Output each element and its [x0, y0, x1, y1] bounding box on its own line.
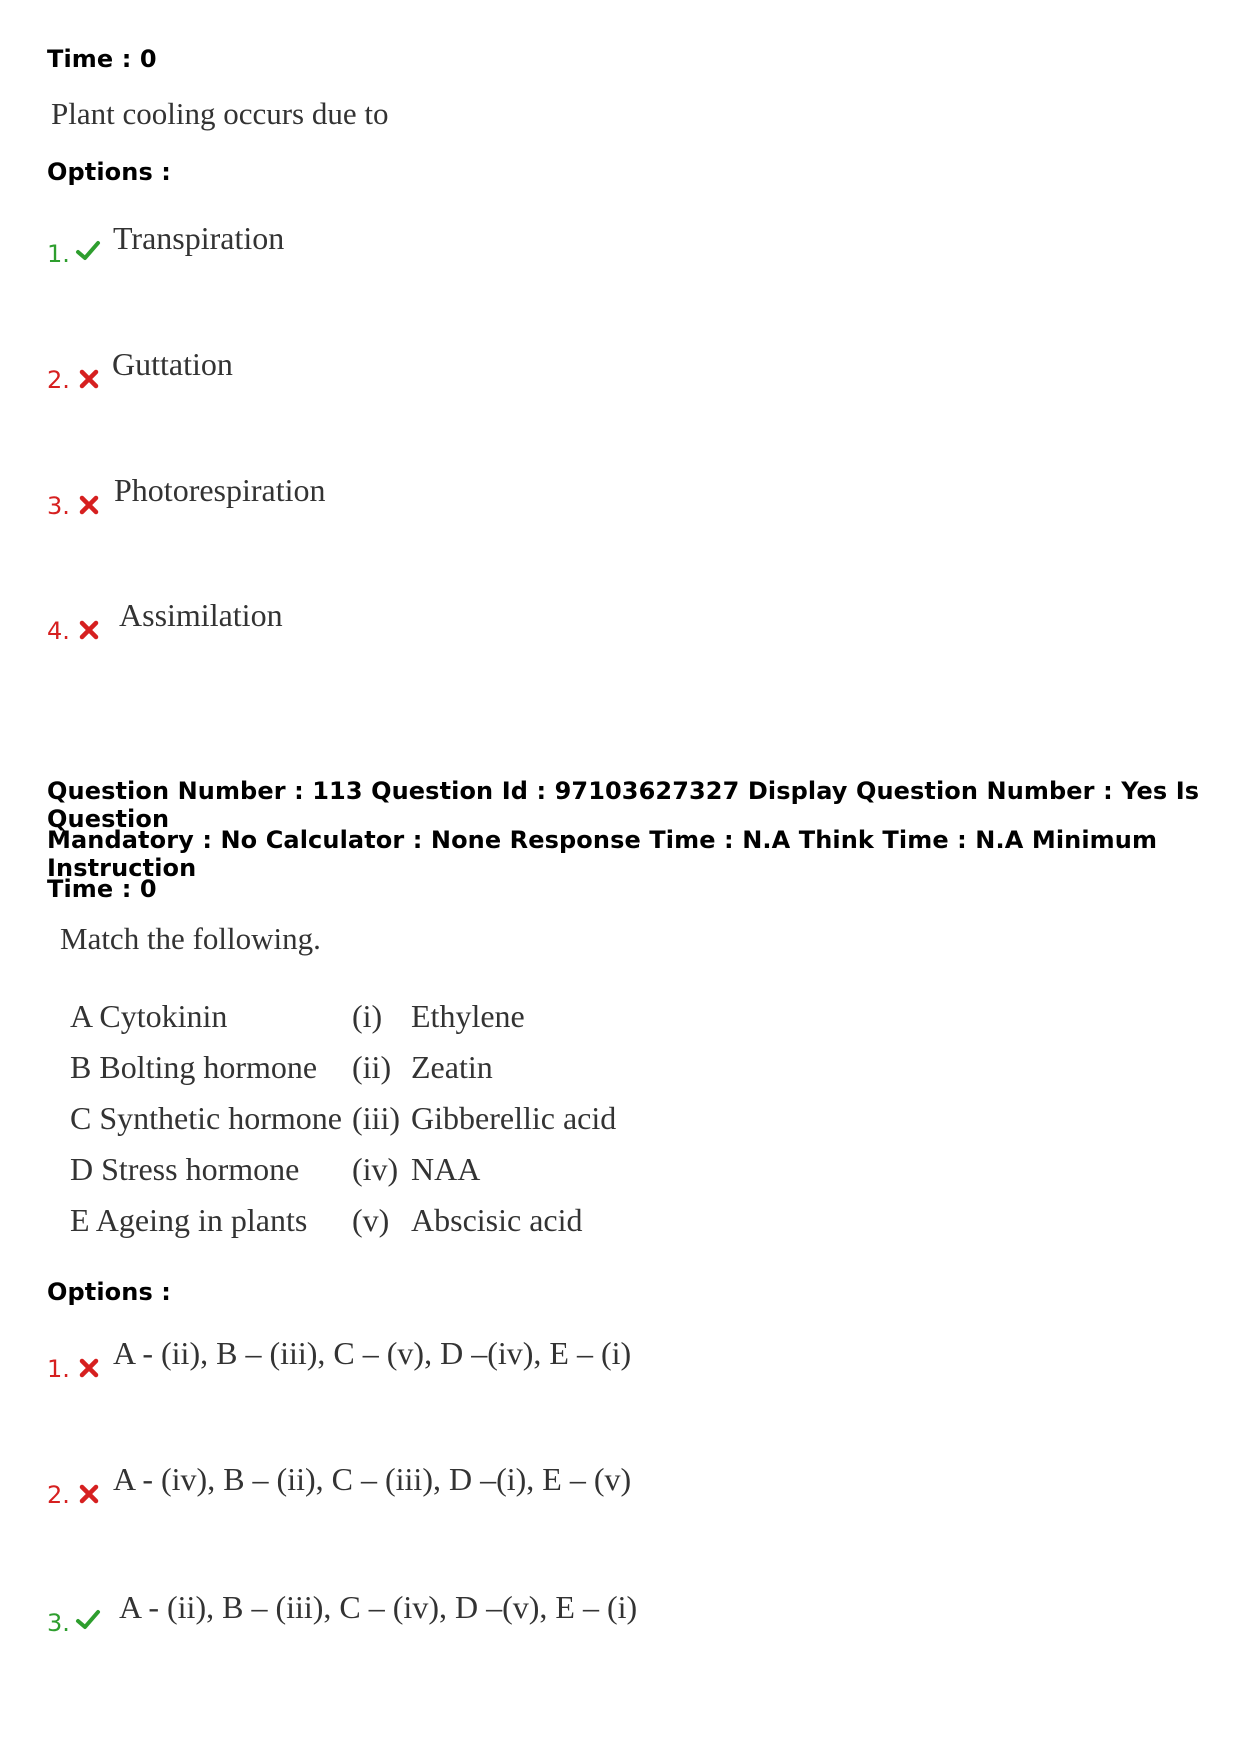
q112-time: Time : 0 [47, 45, 157, 73]
match-roman: (iv) [352, 1151, 399, 1187]
option-text: A - (iv), B – (ii), C – (iii), D –(i), E – (v) [113, 1461, 632, 1497]
q113-question-text: Match the following. [60, 921, 321, 956]
q113-time: Time : 0 [47, 875, 157, 903]
cross-mark-icon [76, 492, 102, 518]
match-left: C Synthetic hormone [70, 1100, 342, 1136]
option-text: A - (ii), B – (iii), C – (iv), D –(v), E – (i) [119, 1589, 638, 1625]
option-number: 3. [47, 1609, 70, 1637]
match-right: NAA [411, 1151, 481, 1187]
match-left: E Ageing in plants [70, 1202, 308, 1238]
match-roman: (ii) [352, 1049, 392, 1085]
match-right: Ethylene [411, 998, 525, 1034]
q112-question-text: Plant cooling occurs due to [51, 96, 389, 131]
cross-mark-icon [76, 1355, 102, 1381]
match-right: Gibberellic acid [411, 1100, 617, 1136]
option-number: 1. [47, 240, 70, 268]
match-left: A Cytokinin [70, 998, 228, 1034]
match-right: Zeatin [411, 1049, 493, 1085]
q113-options-label: Options : [47, 1278, 171, 1306]
option-text: Photorespiration [114, 472, 326, 508]
q113-meta-line-2: Mandatory : No Calculator : None Response Time : N.A Think Time : N.A Minimum Instruction [47, 826, 1158, 882]
q112-options-label: Options : [47, 158, 171, 186]
cross-mark-icon [76, 617, 102, 643]
option-number: 1. [47, 1355, 70, 1383]
option-number: 2. [47, 366, 70, 394]
match-roman: (iii) [352, 1100, 400, 1136]
match-left: B Bolting hormone [70, 1049, 318, 1085]
match-left: D Stress hormone [70, 1151, 300, 1187]
option-text: Assimilation [119, 597, 283, 633]
option-number: 4. [47, 617, 70, 645]
option-text: A - (ii), B – (iii), C – (v), D –(iv), E – (i) [113, 1335, 632, 1371]
match-right: Abscisic acid [411, 1202, 583, 1238]
cross-mark-icon [76, 1481, 102, 1507]
option-number: 3. [47, 492, 70, 520]
cross-mark-icon [76, 366, 102, 392]
option-number: 2. [47, 1481, 70, 1509]
q113-meta-line-1: Question Number : 113 Question Id : 97103627327 Display Question Number : Yes Is Question [47, 777, 1200, 833]
check-mark-icon [75, 1607, 101, 1633]
match-roman: (v) [352, 1202, 390, 1238]
check-mark-icon [75, 238, 101, 264]
option-text: Transpiration [113, 220, 285, 256]
match-roman: (i) [352, 998, 383, 1034]
option-text: Guttation [112, 346, 233, 382]
